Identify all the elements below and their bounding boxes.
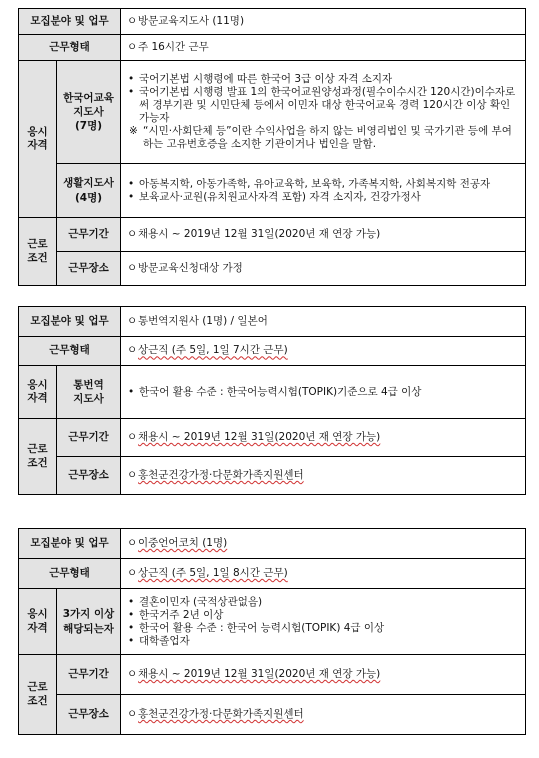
work-type-value <box>121 35 526 61</box>
work-period-text: 채용시 ~ 2019년 12월 31일(2020년 재 연장 가능) <box>138 430 381 443</box>
work-place-value <box>121 252 526 286</box>
job-table-bilingual-coach <box>18 528 526 735</box>
work-type-header: 근무형태 <box>19 337 121 366</box>
work-place-value <box>121 695 526 735</box>
circle-bullet-icon: ㅇ <box>127 261 138 274</box>
field-value-text: 이중언어코치 (1명) <box>138 536 228 549</box>
qualification-item: • 한국어 활용 수준 : 한국어 능력시험(TOPIK) 4급 이상 <box>127 622 519 635</box>
conditions-header: 근로 조건 <box>19 655 57 735</box>
circle-bullet-icon: ㅇ <box>127 40 138 53</box>
field-value <box>121 307 526 337</box>
work-place-value <box>121 457 526 495</box>
work-period-text: 채용시 ~ 2019년 12월 31일(2020년 재 연장 가능) <box>138 667 381 680</box>
qualification-header: 응시 자격 <box>19 589 57 655</box>
field-value <box>121 529 526 559</box>
qualification-item: • 국어기본법 시행령에 따른 한국어 3급 이상 자격 소지자 <box>127 73 519 86</box>
circle-bullet-icon: ㅇ <box>127 707 138 720</box>
qualification-note <box>127 125 519 151</box>
work-place-text: 방문교육신청대상 가정 <box>138 261 243 274</box>
work-place-label: 근무장소 <box>57 695 121 735</box>
conditions-header: 근로 조건 <box>19 419 57 495</box>
work-period-label: 근무기간 <box>57 419 121 457</box>
circle-bullet-icon: ㅇ <box>127 314 138 327</box>
field-value-text: 방문교육지도사 (11명) <box>138 14 245 27</box>
work-period-value <box>121 218 526 252</box>
qualification-content-korean-teacher <box>121 61 526 164</box>
qualification-label-life-guide: 생활지도사 (4명) <box>57 164 121 218</box>
job-table-interpreter <box>18 306 526 495</box>
qualification-item: • 대학졸업자 <box>127 635 519 648</box>
field-value <box>121 9 526 35</box>
work-place-label: 근무장소 <box>57 457 121 495</box>
qualification-item: • 국어기본법 시행령 발표 1의 한국어교원양성과정(필수이수시간 120시간)이수자로써 경부기관 및 시민단체 등에서 이민자 대상 한국어교육 경력 120시간 이상 확인 가능자 <box>127 86 519 125</box>
field-value-text: 통번역지원사 (1명) / 일본어 <box>138 314 268 327</box>
work-place-text: 홍천군건강가정·다문화가족지원센터 <box>138 468 304 481</box>
work-period-value <box>121 655 526 695</box>
qualification-label-interpreter: 통번역 지도사 <box>57 366 121 419</box>
qualification-header: 응시 자격 <box>19 366 57 419</box>
circle-bullet-icon: ㅇ <box>127 430 138 443</box>
qualification-content-interpreter <box>121 366 526 419</box>
work-period-value <box>121 419 526 457</box>
qualification-label-bilingual: 3가지 이상 해당되는자 <box>57 589 121 655</box>
work-type-text: 상근직 (주 5일, 1일 7시간 근무) <box>138 344 288 357</box>
circle-bullet-icon: ㅇ <box>127 566 138 579</box>
circle-bullet-icon: ㅇ <box>127 667 138 680</box>
qualification-label-korean-teacher: 한국어교육 지도사 (7명) <box>57 61 121 164</box>
circle-bullet-icon: ㅇ <box>127 227 138 240</box>
field-header: 모집분야 및 업무 <box>19 307 121 337</box>
work-period-label: 근무기간 <box>57 655 121 695</box>
qualification-content-life-guide <box>121 164 526 218</box>
qualification-item: • 보육교사·교원(유치원교사자격 포함) 자격 소지자, 건강가정사 <box>127 191 519 204</box>
qualification-item: • 결혼이민자 (국적상관없음) <box>127 596 519 609</box>
work-type-text: 주 16시간 근무 <box>138 40 209 53</box>
field-header: 모집분야 및 업무 <box>19 9 121 35</box>
field-header: 모집분야 및 업무 <box>19 529 121 559</box>
reference-mark-icon: ※ <box>129 125 138 137</box>
work-period-text: 채용시 ~ 2019년 12월 31일(2020년 재 연장 가능) <box>138 227 381 240</box>
qualification-item: • 한국어 활용 수준 : 한국어능력시험(TOPIK)기준으로 4급 이상 <box>127 386 519 399</box>
circle-bullet-icon: ㅇ <box>127 344 138 357</box>
work-type-value <box>121 337 526 366</box>
circle-bullet-icon: ㅇ <box>127 468 138 481</box>
qualification-header: 응시 자격 <box>19 61 57 218</box>
note-text: “시민·사회단체 등”이란 수익사업을 하지 않는 비영리법인 및 국가기관 등에 부여하는 고유번호증을 소지한 기관이거나 법인을 말함. <box>143 125 512 150</box>
conditions-header: 근로 조건 <box>19 218 57 286</box>
work-type-text: 상근직 (주 5일, 1일 8시간 근무) <box>138 566 288 579</box>
work-place-text: 홍천군건강가정·다문화가족지원센터 <box>138 707 304 720</box>
work-place-label: 근무장소 <box>57 252 121 286</box>
qualification-item: • 아동복지학, 아동가족학, 유아교육학, 보육학, 가족복지학, 사회복지학 전공자 <box>127 178 519 191</box>
circle-bullet-icon: ㅇ <box>127 536 138 549</box>
qualification-item: • 한국거주 2년 이상 <box>127 609 519 622</box>
work-type-header: 근무형태 <box>19 35 121 61</box>
qualification-content-bilingual <box>121 589 526 655</box>
work-type-header: 근무형태 <box>19 559 121 589</box>
work-type-value <box>121 559 526 589</box>
job-table-visiting-educator <box>18 8 526 286</box>
work-period-label: 근무기간 <box>57 218 121 252</box>
circle-bullet-icon: ㅇ <box>127 14 138 27</box>
